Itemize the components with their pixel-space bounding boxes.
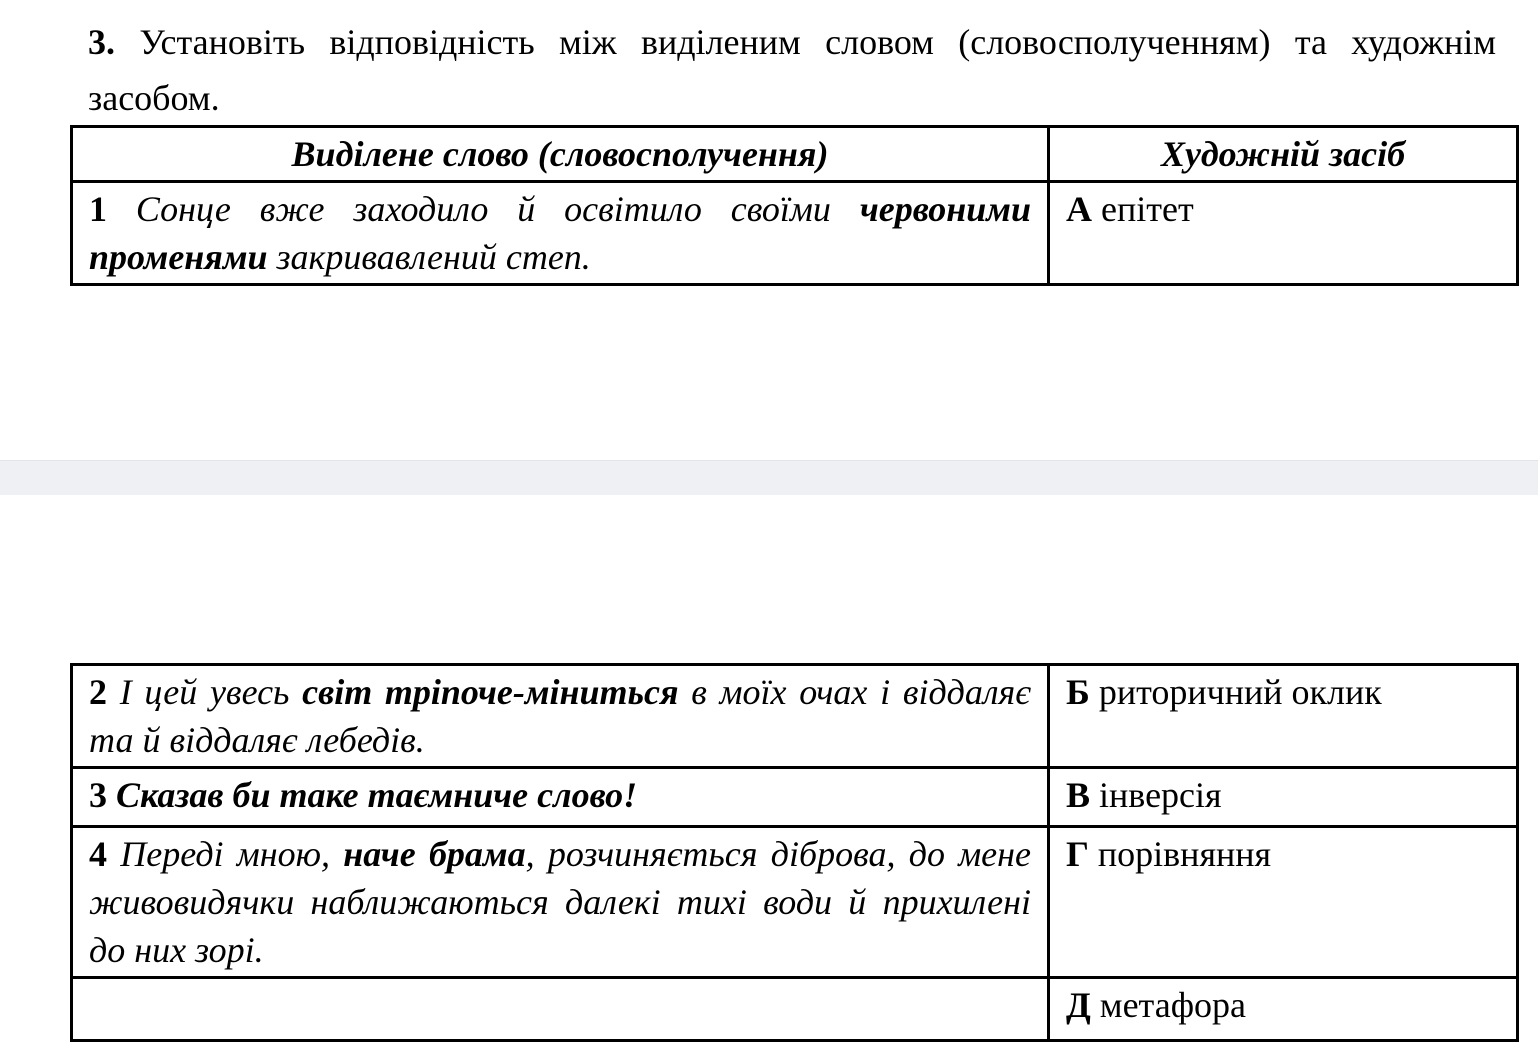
- option-text: інверсія: [1090, 775, 1222, 815]
- empty-sentence-cell: [72, 978, 1049, 1041]
- highlighted-phrase: наче брама: [343, 834, 526, 874]
- option-cell: [1049, 768, 1518, 827]
- option-cell: [1049, 182, 1518, 285]
- sentence-cell: [72, 665, 1049, 768]
- highlighted-phrase: світ тріпоче-міниться: [302, 672, 679, 712]
- highlighted-phrase: червоними променями: [89, 189, 1031, 277]
- sentence-cell: [72, 768, 1049, 827]
- task-statement: [88, 14, 1496, 126]
- option-letter: Г: [1066, 834, 1089, 874]
- option-text: метафора: [1090, 985, 1246, 1025]
- table-row: [72, 768, 1518, 827]
- option-cell: [1049, 978, 1518, 1041]
- header-artistic-device: Художній засіб: [1049, 127, 1518, 182]
- task-text: Установіть відповідність між виділеним словом (словосполученням) та художнім засобом.: [88, 22, 1496, 118]
- sentence-text: Переді мною,: [107, 834, 344, 874]
- matching-table-top: [70, 125, 1519, 286]
- sentence-text: [107, 775, 116, 815]
- item-number: 2: [89, 672, 107, 712]
- sentence-text: , розчиняється діброва, до мене живовидячки наближаються далекі тихі води й прихилені до них зорі.: [89, 834, 1031, 970]
- table-row: [72, 827, 1518, 978]
- page-break-gap: [0, 460, 1538, 495]
- table-row: [72, 665, 1518, 768]
- task-number: 3.: [88, 22, 115, 62]
- option-text: епітет: [1092, 189, 1194, 229]
- sentence-text: закривавлений степ.: [267, 237, 591, 277]
- option-letter: В: [1066, 775, 1091, 815]
- item-number: 3: [89, 775, 107, 815]
- matching-table-bottom: [70, 663, 1519, 1042]
- item-number: 1: [89, 189, 107, 229]
- header-highlighted-word: Виділене слово (словосполучення): [72, 127, 1049, 182]
- sentence-text: в моїх очах і віддаляє та й віддаляє лебедів.: [89, 672, 1031, 760]
- option-cell: [1049, 827, 1518, 978]
- option-letter: Б: [1066, 672, 1090, 712]
- option-letter: Д: [1066, 985, 1091, 1025]
- option-text: порівняння: [1088, 834, 1272, 874]
- table-row: [72, 978, 1518, 1041]
- option-text: риторичний оклик: [1089, 672, 1382, 712]
- item-number: 4: [89, 834, 107, 874]
- sentence-text: Сонце вже заходило й освітило своїми: [107, 189, 860, 229]
- sentence-text: І цей увесь: [107, 672, 303, 712]
- option-cell: [1049, 665, 1518, 768]
- option-letter: А: [1066, 189, 1092, 229]
- highlighted-phrase: Сказав би таке таємниче слово!: [116, 775, 638, 815]
- sentence-cell: [72, 182, 1049, 285]
- table-row: [72, 182, 1518, 285]
- sentence-cell: [72, 827, 1049, 978]
- table-header-row: [72, 127, 1518, 182]
